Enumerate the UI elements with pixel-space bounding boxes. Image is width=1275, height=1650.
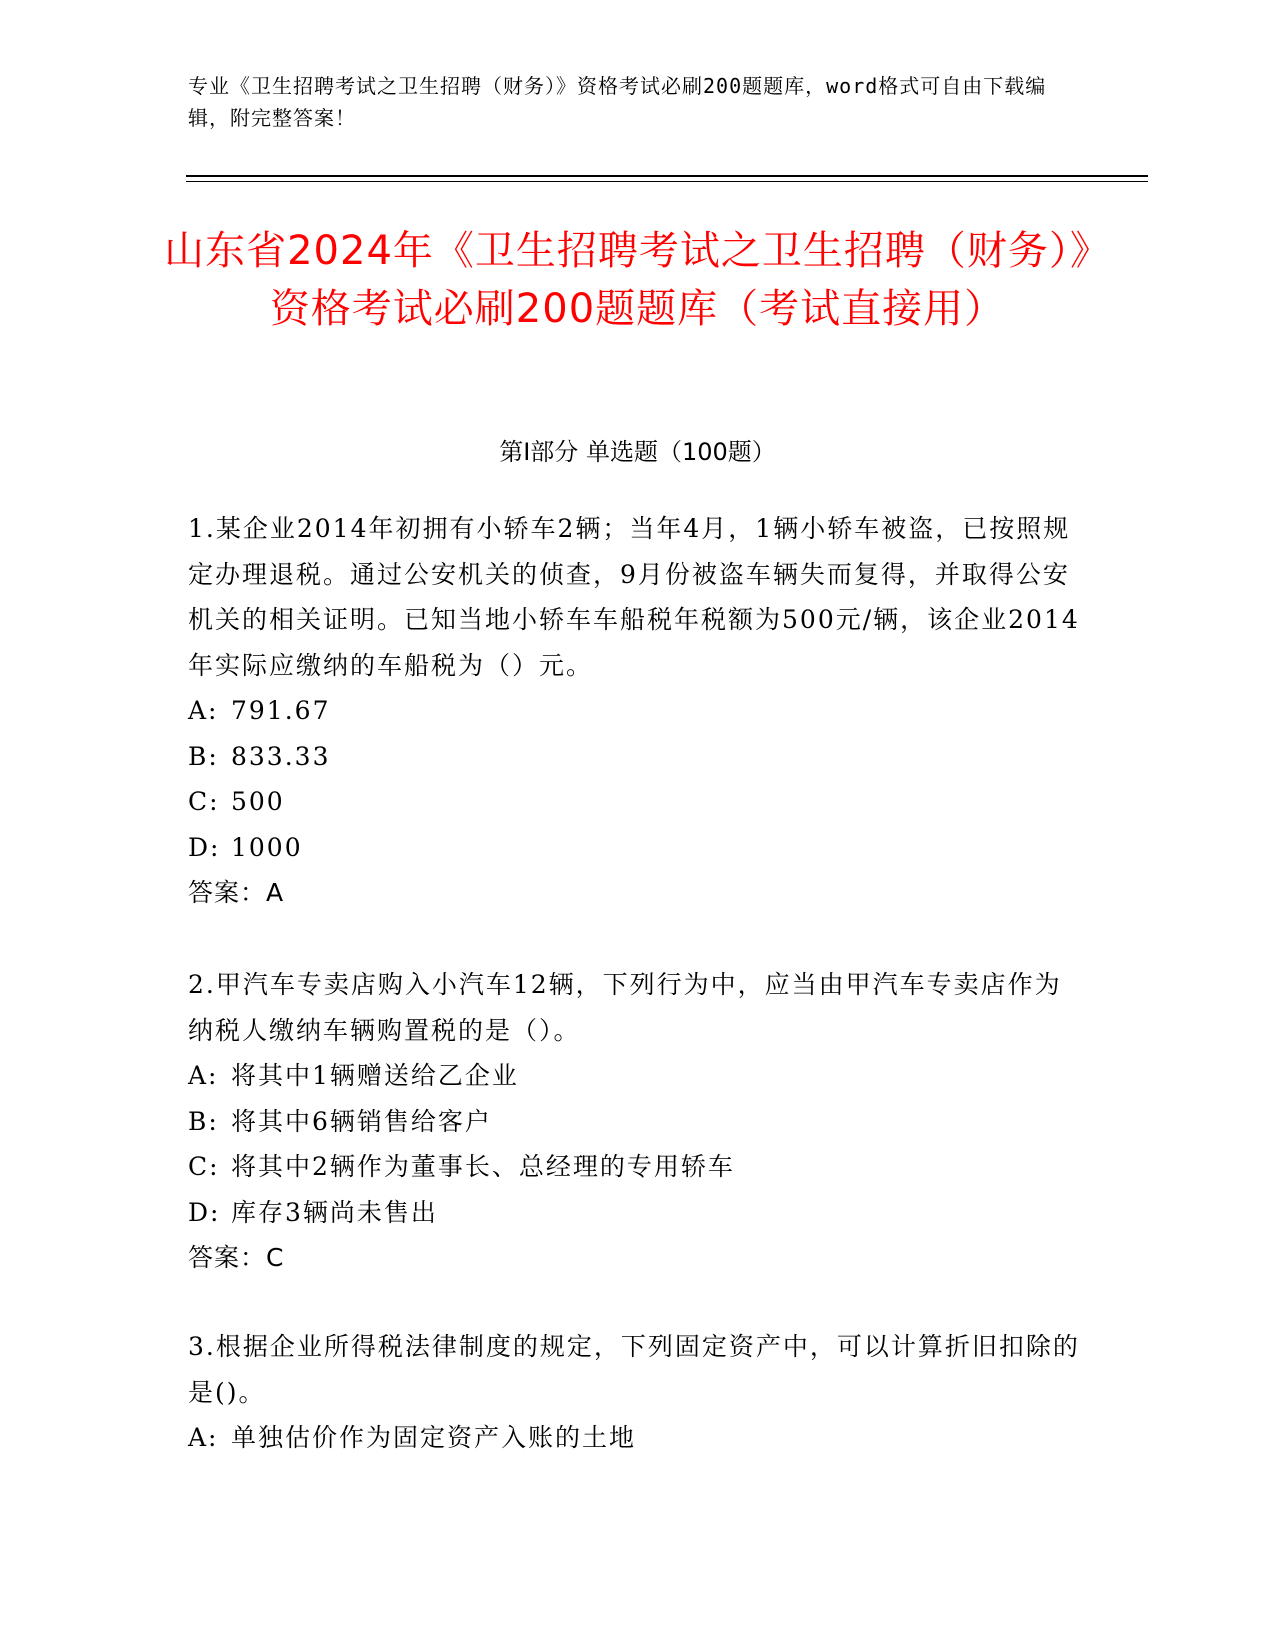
option-letter: A: (188, 1061, 219, 1090)
option-c (188, 1144, 1083, 1190)
option-letter: B: (188, 1106, 219, 1136)
option-a (188, 1053, 1083, 1099)
option-text: 1000 (231, 832, 303, 862)
header-note: 专业《卫生招聘考试之卫生招聘（财务）》资格考试必刷200题题库，word格式可自由下载编辑，附完整答案！ (188, 74, 1047, 130)
option-letter: A: (188, 696, 219, 725)
option-a (188, 688, 1083, 734)
option-text: 500 (231, 787, 285, 816)
header-divider-thin (186, 181, 1148, 182)
option-text: 791.67 (231, 696, 331, 725)
option-c (188, 779, 1083, 825)
question-stem: 1.某企业2014年初拥有小轿车2辆；当年4月，1辆小轿车被盗，已按照规定办理退税。通过公安机关的侦查，9月份被盗车辆失而复得，并取得公安机关的相关证明。已知当地小轿车车船税年税额为500元/辆，该企业2014年实际应缴纳的车船税为（）元。 (188, 514, 1080, 680)
option-text: 单独估价作为固定资产入账的土地 (231, 1423, 637, 1452)
option-letter: B: (188, 741, 219, 771)
option-text: 将其中1辆赠送给乙企业 (231, 1061, 519, 1090)
question-stem: 2.甲汽车专卖店购入小汽车12辆，下列行为中，应当由甲汽车专卖店作为纳税人缴纳车辆购置税的是（）。 (188, 970, 1062, 1045)
option-text: 库存3辆尚未售出 (231, 1197, 438, 1227)
option-letter: C: (188, 1152, 220, 1181)
option-letter: D: (188, 832, 221, 862)
option-letter: A: (188, 1423, 219, 1452)
option-letter: D: (188, 1197, 221, 1227)
answer: 答案：A (188, 878, 285, 907)
option-text: 833.33 (231, 741, 331, 771)
option-a (188, 1415, 1083, 1461)
option-text: 将其中2辆作为董事长、总经理的专用轿车 (231, 1152, 735, 1181)
option-letter: C: (188, 787, 220, 816)
option-b (188, 734, 1083, 780)
header-divider-thick (186, 175, 1148, 177)
question-stem: 3.根据企业所得税法律制度的规定，下列固定资产中，可以计算折旧扣除的是()。 (188, 1332, 1080, 1407)
option-d (188, 1190, 1083, 1236)
option-text: 将其中6辆销售给客户 (231, 1106, 492, 1136)
option-d (188, 825, 1083, 871)
section-heading: 第I部分 单选题（100题） (499, 438, 776, 466)
document-title: 山东省2024年《卫生招聘考试之卫生招聘（财务）》资格考试必刷200题题库（考试直接用） (164, 228, 1111, 332)
question-3 (188, 1324, 1083, 1461)
question-1 (188, 506, 1083, 916)
answer: 答案：C (188, 1243, 285, 1272)
question-2 (188, 962, 1083, 1281)
option-b (188, 1099, 1083, 1145)
